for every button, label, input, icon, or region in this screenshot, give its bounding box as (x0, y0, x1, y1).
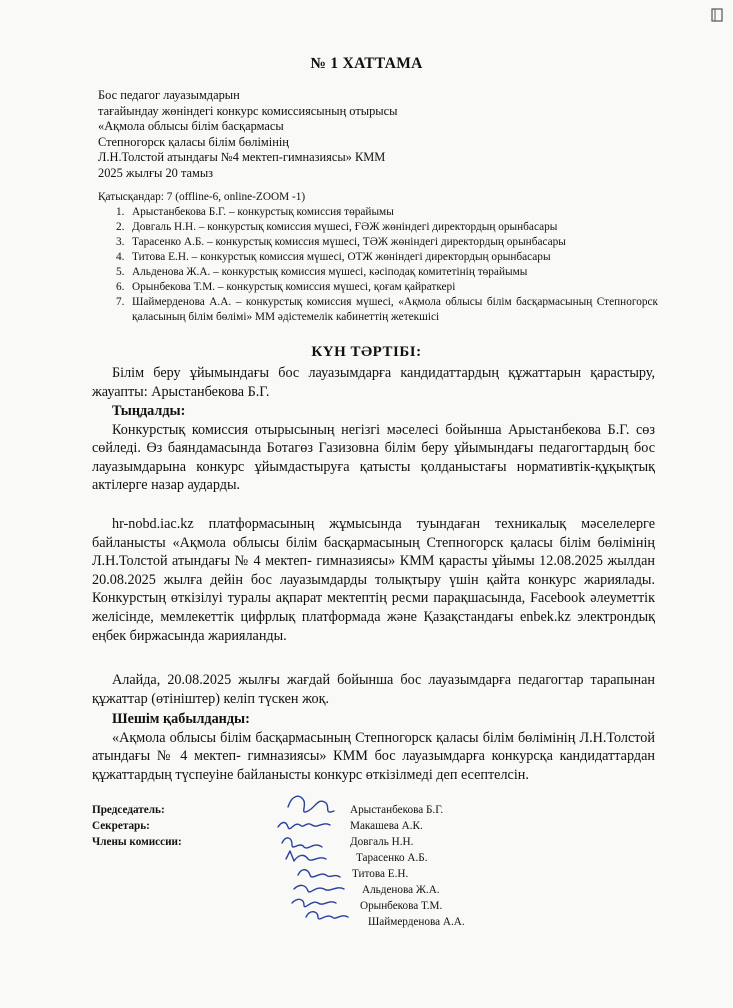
attendee-text: Альденова Ж.А. – конкурстық комиссия мүшесі, кәсіподақ комитетінің төрайымы (132, 266, 528, 278)
header-line: тағайындау жөніндегі конкурс комиссиясының отырысы (98, 103, 398, 118)
decision-heading: Шешім қабылданды: (112, 711, 250, 727)
decision-section (92, 710, 655, 784)
heard-section-3 (92, 671, 655, 708)
signatory-name: Макашева А.К. (350, 820, 423, 832)
signatory-name: Тарасенко А.Б. (356, 852, 428, 864)
list-item (98, 295, 658, 325)
decision-text: «Ақмола облысы білім басқармасының Степногорск қаласы білім бөлімінің Л.Н.Толстой атындағы № 4 мектеп- гимназиясы» КММ бос лауазымдарға конкурсқа кандидаттардан құжаттардың түспеуіне байланысты конкурс өткізілмеді деп есептелсін. (92, 729, 655, 783)
secretary-label: Секретарь: (92, 820, 150, 832)
header-line: Бос педагог лауазымдарын (98, 88, 240, 102)
members-label: Члены комиссии: (92, 836, 182, 848)
attendee-text: Шаймерденова А.А. – конкурстық комиссия мүшесі, «Ақмола облысы білім басқармасының Степногорск қаласының білім бөлімі» ММ әдістемелік кабинеттің жетекшісі (132, 296, 658, 323)
meeting-header (98, 88, 397, 182)
signatory-name: Шаймерденова А.А. (368, 916, 465, 928)
heard-heading: Тыңдалды: (112, 403, 186, 419)
attendee-text: Титова Е.Н. – конкурстық комиссия мүшесі, ОТЖ жөніндегі директордың орынбасары (132, 251, 551, 263)
signature-stroke (292, 899, 336, 906)
list-item (98, 280, 658, 295)
list-item (98, 250, 658, 265)
attendee-text: Орынбекова Т.М. – конкурстық комиссия мүшесі, қоғам қайраткері (132, 281, 456, 293)
signatory-name: Арыстанбекова Б.Г. (350, 804, 444, 816)
list-item (98, 265, 658, 280)
signatory-name: Орынбекова Т.М. (360, 900, 443, 912)
heard-paragraph: Алайда, 20.08.2025 жылғы жағдай бойынша бос лауазымдарға педагогтар тарапынан құжаттар (өтініштер) келіп түскен жоқ. (92, 672, 655, 707)
list-item (98, 235, 658, 250)
signature-stroke (278, 823, 330, 829)
chair-label: Председатель: (92, 804, 165, 816)
signature-stroke (294, 885, 344, 892)
signature-stroke (298, 870, 340, 877)
heard-paragraph: hr-nobd.iac.kz платформасының жұмысында туындаған техникалық мәселелерге байланысты «Ақмола облысы білім басқармасының Степногорск қаласы білім бөлімінің Л.Н.Толстой атындағы № 4 мектеп- гимназиясы» КММ қарасты ұйымы 12.08.2025 жылдан 20.08.2025 жылға дейін бос лауазымдарды толықтыру үшін қайта конкурс жариялады. Конкурстың өткізілуі туралы ақпарат мектептің ресми парақшасында, Facebook әлеуметтік желісінде, мемлекеттік цифрлық платформада және Қазақстандағы enbek.kz электрондық еңбек биржасында жарияланды. (92, 516, 655, 644)
agenda-title: КҮН ТӘРТІБІ: (311, 344, 422, 360)
attendee-text: Тарасенко А.Б. – конкурстық комиссия мүшесі, ТӘЖ жөніндегі директордың орынбасары (132, 236, 566, 248)
heard-section-2 (92, 515, 655, 645)
list-number: 7. (116, 296, 125, 308)
agenda-section (92, 364, 655, 401)
signatory-name: Титова Е.Н. (352, 868, 409, 880)
header-date: 2025 жылғы 20 тамыз (98, 165, 214, 180)
signature-stroke (288, 796, 334, 812)
header-line: Л.Н.Толстой атындағы №4 мектеп-гимназиясы» КММ (98, 150, 386, 165)
list-item (98, 220, 658, 235)
list-number: 2. (116, 221, 125, 233)
header-line: «Ақмола облысы білім басқармасы (98, 119, 284, 134)
protocol-title: № 1 ХАТТАМА (310, 55, 423, 72)
page-corner-mark-icon (711, 8, 723, 22)
list-item (98, 205, 658, 220)
attendee-text: Довгаль Н.Н. – конкурстық комиссия мүшесі, ҒӘЖ жөніндегі директордың орынбасары (132, 221, 558, 233)
attendee-text: Арыстанбекова Б.Г. – конкурстық комиссия төрайымы (132, 206, 394, 218)
handwritten-signatures (270, 785, 360, 935)
signature-labels (92, 802, 182, 850)
list-number: 6. (116, 281, 125, 293)
header-line: Степногорск қаласы білім бөлімінің (98, 134, 289, 149)
signatory-name: Довгаль Н.Н. (350, 836, 414, 848)
list-number: 3. (116, 236, 125, 248)
attendance-label: Қатысқандар: 7 (offline-6, online-ZOOM -1) (98, 191, 306, 203)
list-number: 5. (116, 266, 125, 278)
attendee-list (98, 205, 658, 325)
agenda-text: Білім беру ұйымындағы бос лауазымдарға кандидаттардың құжаттарын қарастыру, жауапты: Арыстанбекова Б.Г. (92, 365, 655, 400)
signature-stroke (286, 851, 326, 861)
list-number: 1. (116, 206, 125, 218)
heard-section (92, 402, 655, 495)
list-number: 4. (116, 251, 125, 263)
attendees-section (98, 190, 658, 325)
signature-stroke (306, 912, 348, 919)
heard-paragraph: Конкурстық комиссия отырысының негізгі мәселесі бойынша Арыстанбекова Б.Г. сөз сөйледі. Өз баяндамасында Ботагөз Газизовна білім беру ұйымындағы педагогтардың бос лауазымдарына конкурс ұйымдастыруға қатысты қолданыстағы нормативтік-құқықтық актілерге назар аударды. (92, 421, 655, 494)
signatory-name: Альденова Ж.А. (362, 884, 440, 896)
signature-stroke (282, 838, 322, 848)
